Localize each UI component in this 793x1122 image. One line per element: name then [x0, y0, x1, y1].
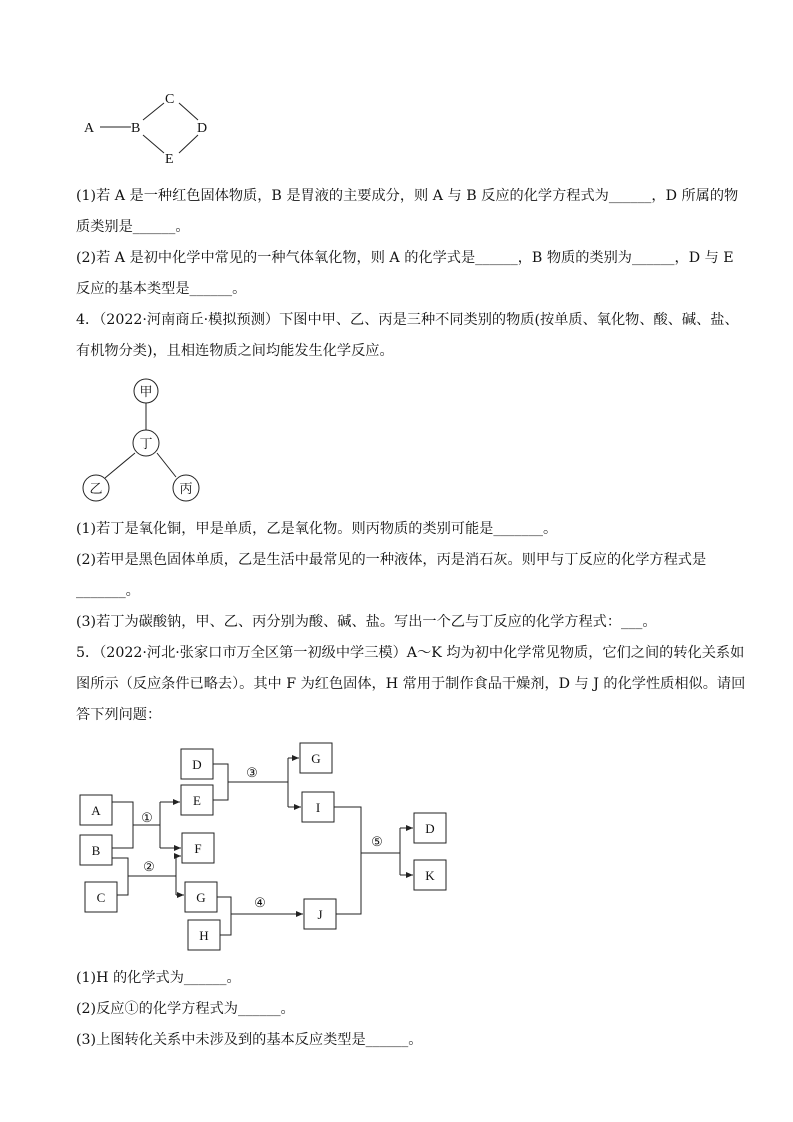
bracket-r1 — [112, 802, 133, 848]
q3-part1-line2: 质类别是______。 — [76, 219, 190, 235]
q4-part2-line1: (2)若甲是黑色固体单质，乙是生活中最常见的一种液体，丙是消石灰。则甲与丁反应的化学方程式是 — [76, 552, 707, 568]
reaction-4-label: ④ — [254, 895, 266, 910]
q4-intro-line2: 有机物分类)，且相连物质之间均能发生化学反应。 — [76, 343, 394, 359]
reaction-5-label: ⑤ — [371, 834, 383, 849]
q4-part2-line2: _______。 — [76, 583, 140, 599]
label-jia: 甲 — [139, 384, 153, 399]
node-d: D — [197, 121, 208, 136]
diagram-jia-yi-bing-ding — [76, 372, 216, 504]
reaction-2-label: ② — [143, 859, 155, 874]
label-yi: 乙 — [89, 481, 103, 496]
edge-b-e — [143, 135, 164, 153]
box-i-label: I — [315, 800, 321, 815]
box-a-label: A — [91, 803, 101, 818]
box-j-label: J — [317, 907, 323, 922]
box-d1-label: D — [192, 757, 202, 772]
q3-part2-line1: (2)若 A 是初中化学中常见的一种气体氧化物，则 A 的化学式是______，B 物质的类别为______，D 与 E — [76, 250, 734, 266]
q5-intro-line3: 答下列问题： — [76, 707, 162, 723]
bracket-r5 — [334, 807, 361, 914]
edge-b-c — [143, 103, 164, 120]
node-a: A — [84, 121, 95, 136]
q5-part1: (1)H 的化学式为______。 — [76, 970, 241, 986]
node-e: E — [165, 152, 174, 167]
box-h-label: H — [199, 928, 209, 943]
q3-part1-line1: (1)若 A 是一种红色固体物质，B 是胃液的主要成分，则 A 与 B 反应的化学方程式为______，D 所属的物 — [76, 188, 739, 204]
box-k-label: K — [425, 868, 435, 883]
label-ding: 丁 — [139, 436, 153, 451]
bracket-r3 — [213, 764, 228, 800]
reaction-1-label: ① — [141, 810, 153, 825]
q4-part1: (1)若丁是氧化铜，甲是单质，乙是氧化物。则丙物质的类别可能是_______。 — [76, 521, 558, 537]
edge-c-d — [179, 103, 198, 120]
q4-intro-line1: 4．（2022·河南商丘·模拟预测）下图中甲、乙、丙是三种不同类别的物质(按单质、氧化物、酸、碱、盐、 — [76, 312, 739, 328]
box-b-label: B — [91, 843, 101, 858]
label-bing: 丙 — [179, 481, 193, 496]
node-b: B — [131, 121, 141, 136]
q5-intro-line1: 5．（2022·河北·张家口市万全区第一初级中学三模）A～K 均为初中化学常见物质，它们之间的转化关系如 — [76, 645, 745, 661]
reaction-3-label: ③ — [246, 765, 258, 780]
box-g2-label: G — [311, 751, 321, 766]
q4-part3: (3)若丁为碳酸钠，甲、乙、丙分别为酸、碱、盐。写出一个乙与丁反应的化学方程式：___。 — [76, 614, 657, 630]
q5-part3: (3)上图转化关系中未涉及到的基本反应类型是______。 — [76, 1032, 423, 1048]
edge-ding-yi — [105, 453, 135, 478]
box-f-label: F — [194, 841, 202, 856]
q5-intro-line2: 图所示（反应条件已略去）。其中 F 为红色固体，H 常用于制作食品干燥剂，D 与 J 的化学性质相似。请回 — [76, 676, 746, 692]
q5-part2: (2)反应①的化学方程式为______。 — [76, 1001, 295, 1017]
box-e-label: E — [193, 793, 201, 808]
diagram-abcde — [76, 86, 226, 168]
edge-e-d — [179, 135, 198, 153]
diagram-a-to-k — [70, 735, 460, 960]
node-c: C — [165, 92, 175, 107]
box-d2-label: D — [425, 821, 435, 836]
box-g1-label: G — [196, 890, 206, 905]
edge-ding-bing — [157, 453, 176, 477]
box-c-label: C — [96, 890, 106, 905]
q3-part2-line2: 反应的基本类型是______。 — [76, 281, 247, 297]
